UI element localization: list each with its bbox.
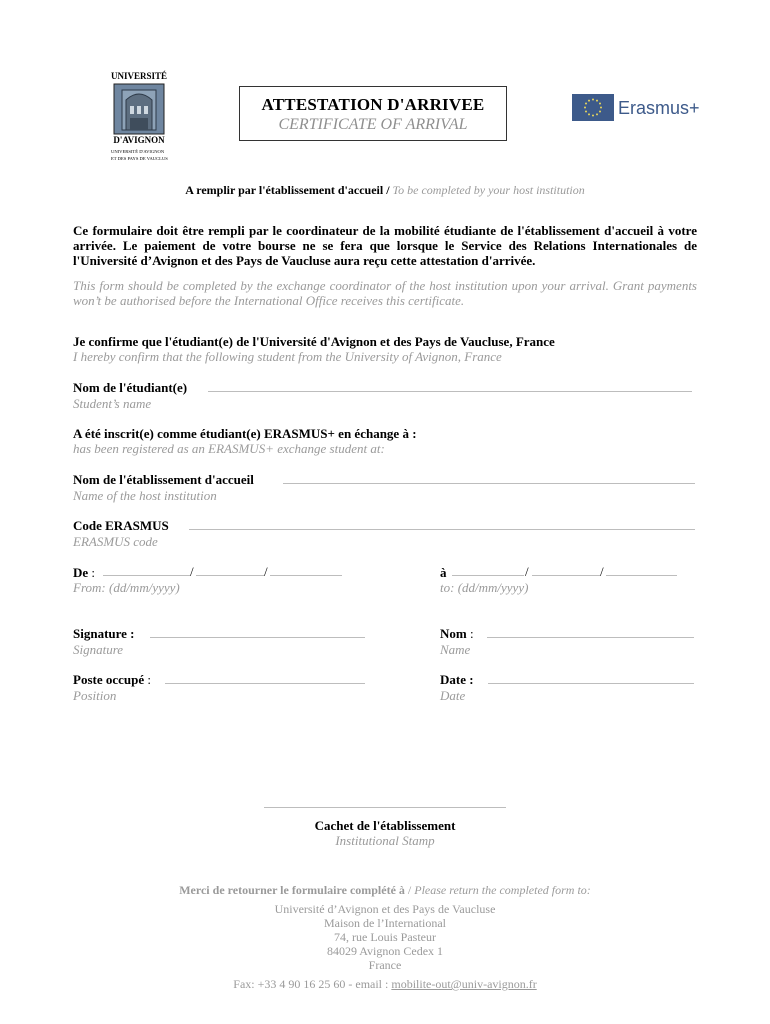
student-name-label-en: Student’s name — [73, 396, 152, 411]
name-field[interactable] — [487, 627, 694, 638]
fill-instruction — [0, 183, 770, 198]
position-label-en: Position — [73, 688, 117, 703]
university-logo — [110, 70, 168, 162]
date-separator: / — [525, 564, 529, 579]
erasmus-code-label-en: ERASMUS code — [73, 534, 158, 549]
email-link[interactable]: mobilite-out@univ-avignon.fr — [391, 977, 537, 991]
to-date-field[interactable] — [452, 564, 678, 580]
from-date-field[interactable] — [103, 564, 343, 580]
student-name-field[interactable] — [208, 381, 692, 392]
confirm-en: I hereby confirm that the following student from the University of Avignon, France — [73, 349, 502, 364]
host-institution-label: Nom de l'établissement d'accueil — [73, 472, 254, 487]
stamp-label: Cachet de l'établissement — [314, 818, 456, 833]
return-address — [0, 902, 770, 972]
date-separator: / — [264, 564, 268, 579]
logo-text-avignon: D'AVIGNON — [113, 135, 165, 145]
position-label: Poste occupé : — [73, 672, 151, 687]
fill-instruction-en: To be completed by your host institution — [392, 183, 585, 197]
fax-text: Fax: +33 4 90 16 25 60 - email : — [233, 977, 392, 991]
contact-line — [0, 977, 770, 992]
to-date-label: à — [440, 565, 447, 580]
signature-label: Signature : — [73, 626, 135, 641]
erasmus-logo-text: Erasmus+ — [618, 98, 700, 118]
date-label-en: Date — [440, 688, 466, 703]
signature-label-en: Signature — [73, 642, 124, 657]
date-field[interactable] — [488, 673, 694, 684]
to-year-field[interactable] — [606, 565, 677, 576]
address-line: France — [368, 958, 402, 972]
stamp-field[interactable] — [264, 797, 506, 808]
name-label: Nom : — [440, 626, 474, 641]
confirm-fr: Je confirme que l'étudiant(e) de l'Université d'Avignon et des Pays de Vaucluse, France — [73, 334, 555, 349]
to-day-field[interactable] — [452, 565, 524, 576]
logo-text-univ: UNIVERSITÉ — [110, 71, 168, 81]
intro-paragraph-fr: Ce formulaire doit être rempli par le coordinateur de la mobilité étudiante de l'établissement d'accueil à votre arrivée. Le paiement de votre bourse ne se fera que lorsque le Service des Relations Internationales de l'Université d’Avignon et des Pays de Vaucluse aura reçu cette attestation d'arrivée. — [73, 223, 697, 268]
title-box — [239, 86, 507, 141]
erasmus-code-label: Code ERASMUS — [73, 518, 169, 533]
title-french: ATTESTATION D'ARRIVEE — [261, 95, 485, 114]
name-label-en: Name — [440, 642, 471, 657]
erasmus-logo — [572, 94, 717, 122]
logo-sub-1: UNIVERSITÉ D'AVIGNON — [111, 149, 165, 154]
return-instruction: Merci de retourner le formulaire complété à / Please return the completed form to: — [179, 883, 591, 897]
from-date-label: De : — [73, 565, 96, 580]
date-label: Date : — [440, 672, 474, 687]
registered-label: A été inscrit(e) comme étudiant(e) ERASMUS+ en échange à : — [73, 426, 417, 441]
address-line: Université d’Avignon et des Pays de Vaucluse — [274, 902, 496, 916]
title-english: CERTIFICATE OF ARRIVAL — [278, 116, 468, 133]
from-year-field[interactable] — [270, 565, 342, 576]
host-institution-label-en: Name of the host institution — [73, 488, 217, 503]
stamp-label-en: Institutional Stamp — [335, 833, 435, 848]
intro-paragraph-en: This form should be completed by the exchange coordinator of the host institution upon your arrival. Grant payments won’t be authorised before the International Office receives this certificate. — [73, 278, 697, 308]
registered-label-en: has been registered as an ERASMUS+ exchange student at: — [73, 441, 385, 456]
date-separator: / — [600, 564, 604, 579]
address-line: Maison de l’International — [324, 916, 446, 930]
fill-instruction-fr: A remplir par l'établissement d'accueil / — [185, 183, 393, 197]
position-field[interactable] — [165, 673, 365, 684]
erasmus-code-field[interactable] — [189, 519, 695, 530]
date-separator: / — [190, 564, 194, 579]
from-date-label-en: From: (dd/mm/yyyy) — [73, 580, 180, 595]
signature-field[interactable] — [150, 627, 365, 638]
to-date-label-en: to: (dd/mm/yyyy) — [440, 580, 529, 595]
eu-flag-icon — [572, 94, 614, 121]
host-institution-field[interactable] — [283, 473, 695, 484]
logo-sub-2: ET DES PAYS DE VAUCLUSE — [111, 156, 168, 161]
to-month-field[interactable] — [532, 565, 600, 576]
from-day-field[interactable] — [103, 565, 190, 576]
address-line: 74, rue Louis Pasteur — [334, 930, 436, 944]
from-month-field[interactable] — [196, 565, 264, 576]
address-line: 84029 Avignon Cedex 1 — [326, 944, 444, 958]
student-name-label: Nom de l'étudiant(e) — [73, 380, 188, 395]
